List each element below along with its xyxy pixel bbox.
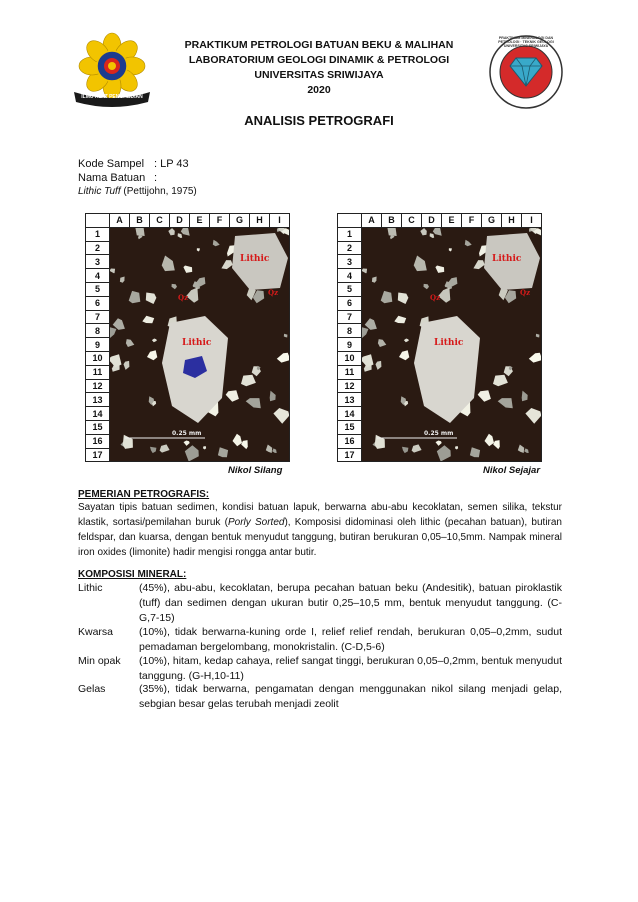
rock-name-label: Nama Batuan — [78, 172, 146, 184]
rock-name-row — [78, 171, 157, 185]
grid-row-header: 8 — [86, 324, 110, 338]
grid-row-header: 11 — [86, 365, 110, 379]
mineral-grain — [387, 228, 396, 236]
grid-column-header: F — [462, 214, 482, 228]
mineral-row-lithic — [78, 581, 562, 626]
pemerian-text-b: ), Komposisi didominasi oleh lithic (pecahan batuan), butiran feldspar, dan kuarsa, dengan bentuk menyudut tanggung, butiran berukuran 0,05–10,5mm. Nampak mineral iron oxides (limonite) hadir mengisi rongga antar butir. — [78, 517, 562, 558]
photo-label: Lithic — [240, 253, 270, 264]
grid-row-header: 16 — [86, 434, 110, 448]
grid-row-header: 9 — [338, 338, 362, 352]
grid-row-header: 17 — [338, 448, 362, 462]
pemerian-text — [78, 500, 562, 560]
pemerian-title: PEMERIAN PETROGRAFIS: — [78, 489, 210, 500]
caption-nikol-sejajar: Nikol Sejajar — [483, 465, 541, 476]
mineral-desc: (45%), abu-abu, kecoklatan, berupa pecahan batuan beku (Andesitik), batuan piroklastik (tuff) dan sedimen dengan ukuran butir 0,25–10,5 mm, bentuk menyudut tanggung. (C-G,7-15) — [139, 582, 562, 624]
mineral-grain — [135, 228, 144, 236]
grid-row-header: 10 — [338, 351, 362, 365]
grid-row-header: 16 — [338, 434, 362, 448]
grid-column-header: I — [270, 214, 290, 228]
grid-row-header: 17 — [86, 448, 110, 462]
rock-name-italic: Lithic Tuff — [78, 186, 121, 197]
grid-corner — [86, 214, 110, 228]
mineral-row-gelas — [78, 682, 562, 712]
grid-row-header: 5 — [86, 282, 110, 296]
photo-label: Qz — [178, 292, 189, 302]
grid-row-header: 3 — [338, 255, 362, 269]
grid-column-header: G — [230, 214, 250, 228]
scale-label: 0.25 mm — [172, 429, 202, 437]
grid-row-header: 6 — [86, 296, 110, 310]
header-line-3: UNIVERSITAS SRIWIJAYA — [254, 69, 384, 81]
grid-row-header: 13 — [86, 393, 110, 407]
mineral-row-kwarsa — [78, 625, 562, 655]
grid-column-header: A — [362, 214, 382, 228]
grid-row-header: 4 — [338, 269, 362, 283]
rock-name-value: : — [154, 172, 158, 184]
grid-row-header: 14 — [86, 407, 110, 421]
header-line-4: 2020 — [307, 84, 331, 96]
grid-column-header: B — [382, 214, 402, 228]
caption-nikol-silang: Nikol Silang — [228, 465, 283, 476]
grid-column-header: F — [210, 214, 230, 228]
grid-row-header: 2 — [338, 241, 362, 255]
grid-row-header: 7 — [86, 310, 110, 324]
grid-corner — [338, 214, 362, 228]
photomicrograph-parallel-nicols — [337, 213, 542, 476]
grid-row-header: 9 — [86, 338, 110, 352]
mineral-name: Min opak — [78, 655, 121, 667]
komposisi-title: KOMPOSISI MINERAL: — [78, 569, 187, 580]
grid-column-header: C — [150, 214, 170, 228]
photo-label: Lithic — [492, 253, 522, 264]
grid-row-header: 7 — [338, 310, 362, 324]
pemerian-text-a: Sayatan tipis batuan sedimen, kondisi batuan lapuk, berwarna abu-abu kecoklatan, semen silika, tekstur klastik, sortasi/pemilahan buruk ( — [78, 502, 562, 528]
grid-row-header: 11 — [338, 365, 362, 379]
grid-column-header: E — [190, 214, 210, 228]
grid-row-header: 13 — [338, 393, 362, 407]
sample-code-row — [78, 157, 189, 171]
grid-column-header: H — [250, 214, 270, 228]
page-title: ANALISIS PETROGRAFI — [244, 113, 394, 128]
grid-table-left — [85, 213, 290, 462]
grid-row-header: 6 — [338, 296, 362, 310]
lab-logo — [486, 34, 566, 110]
grid-row-header: 1 — [86, 227, 110, 241]
thin-section-photo — [362, 227, 542, 462]
photomicrograph-crossed-nicols — [85, 213, 290, 476]
grid-row-header: 5 — [338, 282, 362, 296]
grid-column-header: E — [442, 214, 462, 228]
grid-column-header: C — [402, 214, 422, 228]
grid-row-header: 2 — [86, 241, 110, 255]
grid-column-header: A — [110, 214, 130, 228]
lab-logo-ring-text: PRAKTIKUM MINERALOGI DAN PETROLOGI · TEKNIK GEOLOGI UNIVERSITAS SRIWIJAYA — [498, 36, 554, 48]
pemerian-text-italic: Porly Sorted — [227, 517, 285, 528]
header-line-1: PRAKTIKUM PETROLOGI BATUAN BEKU & MALIHAN — [184, 39, 454, 51]
header-line-2: LABORATORIUM GEOLOGI DINAMIK & PETROLOGI — [188, 54, 450, 66]
grid-row-header: 1 — [338, 227, 362, 241]
photo-label: Lithic — [434, 337, 464, 348]
photo-label: Qz — [430, 292, 441, 302]
grid-column-header: D — [422, 214, 442, 228]
grid-column-header: B — [130, 214, 150, 228]
grid-column-header: I — [522, 214, 542, 228]
sample-code-label: Kode Sampel — [78, 158, 145, 170]
page-header — [150, 38, 488, 98]
grid-row-header: 12 — [86, 379, 110, 393]
grid-row-header: 3 — [86, 255, 110, 269]
grid-row-header: 4 — [86, 269, 110, 283]
mineral-name: Lithic — [78, 582, 103, 594]
university-logo — [70, 32, 154, 110]
photo-label: Qz — [520, 287, 531, 297]
grid-column-header: G — [482, 214, 502, 228]
grid-row-header: 14 — [338, 407, 362, 421]
sample-code-value: : LP 43 — [154, 158, 189, 170]
grid-row-header: 12 — [338, 379, 362, 393]
grid-row-header: 10 — [86, 351, 110, 365]
thin-section-photo — [110, 227, 290, 462]
scale-label: 0.25 mm — [424, 429, 454, 437]
rock-name-ref: (Pettijohn, 1975) — [120, 186, 197, 197]
mineral-desc: (10%), tidak berwarna-kuning orde I, relief relief rendah, berukuran 0,05–0,2mm, sudut pemadaman bergelombang, monokristalin. (C-D,5-6) — [139, 626, 562, 653]
photo-label: Qz — [268, 287, 279, 297]
grid-row-header: 15 — [86, 420, 110, 434]
grid-column-header: D — [170, 214, 190, 228]
logo-ribbon-text: ILMU ALAT PENGABDIAN — [81, 94, 143, 100]
mineral-name: Kwarsa — [78, 626, 114, 638]
grid-column-header: H — [502, 214, 522, 228]
grid-row-header: 15 — [338, 420, 362, 434]
mineral-name: Gelas — [78, 683, 106, 695]
mineral-desc: (35%), tidak berwarna, pengamatan dengan menggunakan nikol silang menjadi gelap, sebgian besar gelas terubah menjadi zeolit — [139, 683, 562, 710]
mineral-desc: (10%), hitam, kedap cahaya, relief sangat tinggi, berukuran 0,05–0,2mm, bentuk menyudut tanggung. (G-H,10-11) — [139, 655, 562, 682]
grid-table-right — [337, 213, 542, 462]
rock-name-full — [78, 185, 197, 199]
mineral-row-min-opak — [78, 654, 562, 684]
photo-label: Lithic — [182, 337, 212, 348]
grid-row-header: 8 — [338, 324, 362, 338]
